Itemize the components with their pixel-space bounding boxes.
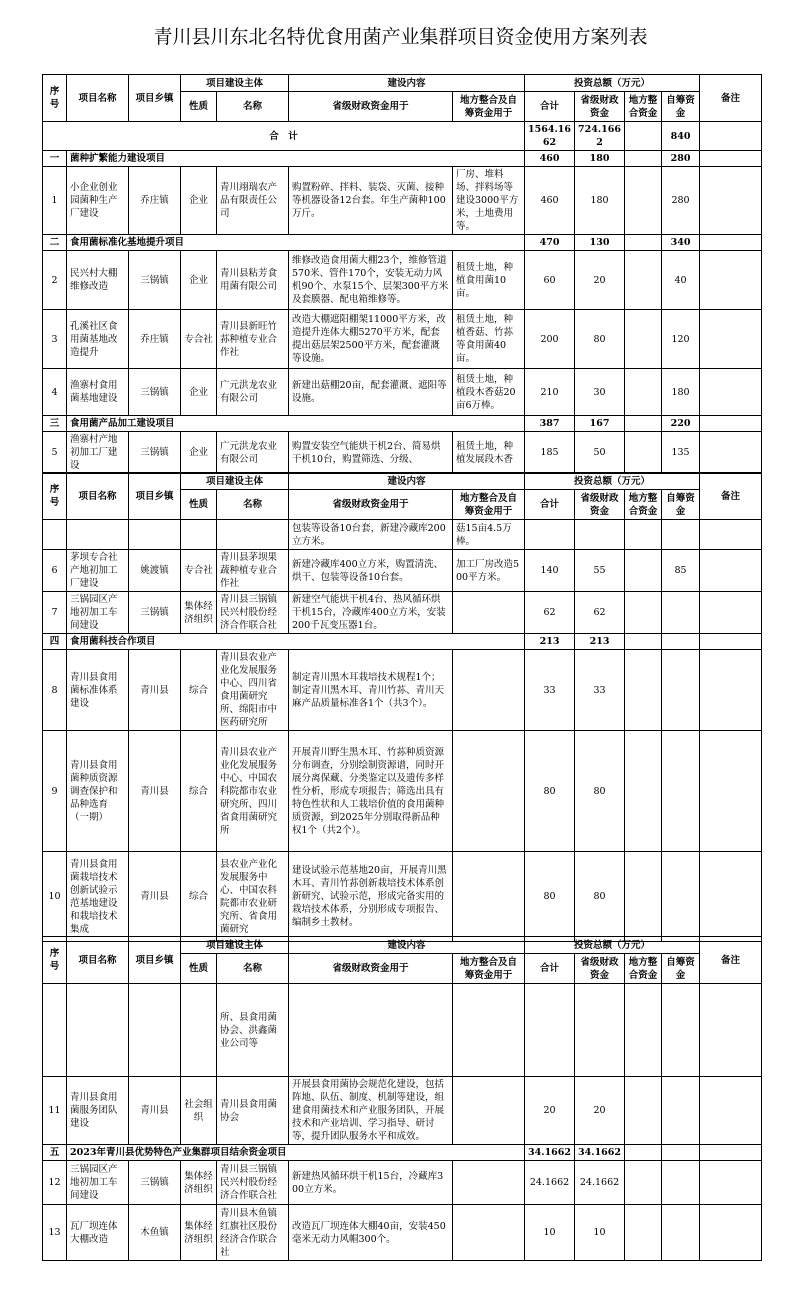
row-entity: 青川县茅坝果蔬种植专业合作社 <box>217 550 289 592</box>
table-row <box>43 1161 762 1205</box>
row-seq: 11 <box>43 1077 67 1145</box>
row-remark <box>700 852 762 942</box>
data-table <box>42 472 762 942</box>
row-entity <box>217 520 289 550</box>
row-seq: 8 <box>43 650 67 731</box>
row-local <box>625 731 662 852</box>
row-self: 135 <box>662 432 700 474</box>
row-remark <box>700 520 762 550</box>
row-local-use <box>453 1161 525 1205</box>
row-remark <box>700 251 762 310</box>
row-local-use: 加工厂房改造500平方米。 <box>453 550 525 592</box>
row-seq: 2 <box>43 251 67 310</box>
header-content: 建设内容 <box>289 937 525 954</box>
row-total: 33 <box>525 650 575 731</box>
row-name: 瓦厂坝连体大棚改造 <box>67 1205 129 1261</box>
row-provincial-use: 新建冷藏库400立方米，购置清洗、烘干、包装等设备10台套。 <box>289 550 453 592</box>
section-remark <box>700 634 762 650</box>
row-local <box>625 852 662 942</box>
data-table <box>42 74 762 474</box>
row-local <box>625 369 662 416</box>
row-seq: 10 <box>43 852 67 942</box>
row-nature: 企业 <box>181 251 217 310</box>
row-local <box>625 310 662 369</box>
row-entity: 青川县木鱼镇红旗社区股份经济合作联合社 <box>217 1205 289 1261</box>
section-self: 220 <box>662 416 700 432</box>
row-seq <box>43 520 67 550</box>
row-local <box>625 167 662 235</box>
section-row <box>43 416 762 432</box>
row-name: 青川县食用菌种质资源调查保护和品种选育（一期） <box>67 731 129 852</box>
row-provincial-use <box>289 984 453 1077</box>
row-seq: 6 <box>43 550 67 592</box>
section-name: 食用菌科技合作项目 <box>67 634 525 650</box>
section-row <box>43 1145 762 1161</box>
section-name: 食用菌产品加工建设项目 <box>67 416 525 432</box>
section-local <box>625 416 662 432</box>
row-town: 三锅镇 <box>129 592 181 634</box>
header-local: 地方整合资金 <box>625 92 662 122</box>
section-remark <box>700 235 762 251</box>
row-nature: 企业 <box>181 167 217 235</box>
row-entity: 所、县食用菌协会、洪鑫菌业公司等 <box>217 984 289 1077</box>
section-local <box>625 634 662 650</box>
row-total: 24.1662 <box>525 1161 575 1205</box>
row-town: 青川县 <box>129 650 181 731</box>
row-remark <box>700 432 762 474</box>
row-provincial: 80 <box>575 731 625 852</box>
grand-total-self: 840 <box>662 122 700 151</box>
row-self <box>662 650 700 731</box>
row-local <box>625 1205 662 1261</box>
section-local <box>625 151 662 167</box>
header-local: 地方整合资金 <box>625 954 662 984</box>
row-town: 三锅镇 <box>129 1161 181 1205</box>
section-name: 菌种扩繁能力建设项目 <box>67 151 525 167</box>
row-total: 140 <box>525 550 575 592</box>
row-remark <box>700 167 762 235</box>
row-local-use: 租赁土地，种植香菇、竹荪等食用菌40亩。 <box>453 310 525 369</box>
section-local <box>625 1145 662 1161</box>
header-self: 自筹资金 <box>662 92 700 122</box>
row-local-use: 租赁土地，种植段木香菇20亩6万棒。 <box>453 369 525 416</box>
row-town: 木鱼镇 <box>129 1205 181 1261</box>
row-provincial: 24.1662 <box>575 1161 625 1205</box>
header-remark: 备注 <box>700 937 762 984</box>
section-num: 一 <box>43 151 67 167</box>
row-provincial-use: 开展县食用菌协会规范化建设，包括阵地、队伍、制度、机制等建设，组建食用菌技术和产业服务团队，开展技术和产业培训、学习指导、研讨等，提升团队服务水平和成效。 <box>289 1077 453 1145</box>
row-provincial-use: 新建空气能烘干机4台、热风循环烘干机15台，冷藏库400立方米，安装200千瓦变压器1台。 <box>289 592 453 634</box>
row-town: 三锅镇 <box>129 251 181 310</box>
header-provincial: 省级财政资金 <box>575 92 625 122</box>
row-entity: 青川县粘芳食用菌有限公司 <box>217 251 289 310</box>
section-num: 四 <box>43 634 67 650</box>
row-seq <box>43 984 67 1077</box>
row-entity: 青川县新旺竹荪种植专业合作社 <box>217 310 289 369</box>
row-entity: 青川县食用菌协会 <box>217 1077 289 1145</box>
row-local <box>625 1161 662 1205</box>
row-remark <box>700 369 762 416</box>
row-provincial <box>575 520 625 550</box>
row-entity: 青川县三锅镇民兴村股份经济合作联合社 <box>217 1161 289 1205</box>
row-local-use <box>453 852 525 942</box>
row-nature: 综合 <box>181 852 217 942</box>
row-remark <box>700 1205 762 1261</box>
section-num: 五 <box>43 1145 67 1161</box>
header-total: 合计 <box>525 92 575 122</box>
section-name: 食用菌标准化基地提升项目 <box>67 235 525 251</box>
row-local-use: 厂房、堆料场、拌料场等建设3000平方米，土地费用等。 <box>453 167 525 235</box>
row-nature: 社会组织 <box>181 1077 217 1145</box>
row-local-use <box>453 650 525 731</box>
section-self <box>662 1145 700 1161</box>
row-self <box>662 984 700 1077</box>
section-provincial: 34.1662 <box>575 1145 625 1161</box>
section-provincial: 167 <box>575 416 625 432</box>
row-local-use <box>453 1205 525 1261</box>
page-title: 青川县川东北名特优食用菌产业集群项目资金使用方案列表 <box>153 26 648 48</box>
row-provincial-use: 包装等设备10台套，新建冷藏库200立方米。 <box>289 520 453 550</box>
header-content: 建设内容 <box>289 75 525 92</box>
table-row <box>43 251 762 310</box>
row-seq: 9 <box>43 731 67 852</box>
header-entity: 项目建设主体 <box>181 937 289 954</box>
row-provincial-use: 制定青川黑木耳栽培技术规程1个；制定青川黑木耳、青川竹荪、青川天麻产品质量标准各1个（共3个）。 <box>289 650 453 731</box>
row-local <box>625 432 662 474</box>
row-entity: 青川县农业产业化发展服务中心、中国农科院都市农业研究所、四川省食用菌研究所 <box>217 731 289 852</box>
row-seq: 7 <box>43 592 67 634</box>
row-town: 青川县 <box>129 852 181 942</box>
section-total: 213 <box>525 634 575 650</box>
row-nature: 企业 <box>181 369 217 416</box>
row-self <box>662 1205 700 1261</box>
row-self: 40 <box>662 251 700 310</box>
header-provincial: 省级财政资金 <box>575 954 625 984</box>
row-seq: 1 <box>43 167 67 235</box>
data-table <box>42 936 762 1261</box>
row-nature: 集体经济组织 <box>181 592 217 634</box>
row-name: 渔寨村产地初加工厂建设 <box>67 432 129 474</box>
row-local-use <box>453 731 525 852</box>
row-town: 青川县 <box>129 1077 181 1145</box>
row-total: 210 <box>525 369 575 416</box>
row-total: 62 <box>525 592 575 634</box>
header-local-use: 地方整合及自筹资金用于 <box>453 92 525 122</box>
row-seq: 3 <box>43 310 67 369</box>
row-provincial-use: 新建出菇棚20亩，配套灌溉、遮阳等设施。 <box>289 369 453 416</box>
row-seq: 4 <box>43 369 67 416</box>
row-nature: 专合社 <box>181 310 217 369</box>
section-row <box>43 151 762 167</box>
row-remark <box>700 1077 762 1145</box>
section-provincial: 213 <box>575 634 625 650</box>
section-total: 387 <box>525 416 575 432</box>
row-town: 三锅镇 <box>129 432 181 474</box>
header-town: 项目乡镇 <box>129 75 181 122</box>
table-row <box>43 731 762 852</box>
row-town <box>129 984 181 1077</box>
row-total: 200 <box>525 310 575 369</box>
row-provincial <box>575 984 625 1077</box>
row-provincial: 10 <box>575 1205 625 1261</box>
row-local <box>625 592 662 634</box>
section-name: 2023年青川县优势特色产业集群项目结余资金项目 <box>67 1145 525 1161</box>
section-self: 280 <box>662 151 700 167</box>
header-entity-name: 名称 <box>217 954 289 984</box>
row-provincial: 62 <box>575 592 625 634</box>
row-provincial: 55 <box>575 550 625 592</box>
row-name: 小企业创业园菌种生产厂建设 <box>67 167 129 235</box>
row-remark <box>700 731 762 852</box>
header-name: 项目名称 <box>67 473 129 520</box>
row-provincial: 80 <box>575 310 625 369</box>
row-total: 10 <box>525 1205 575 1261</box>
header-entity-name: 名称 <box>217 490 289 520</box>
row-name: 青川县食用菌标准体系建设 <box>67 650 129 731</box>
grand-total-remark <box>700 122 762 151</box>
row-name: 青川县食用菌服务团队建设 <box>67 1077 129 1145</box>
row-seq: 5 <box>43 432 67 474</box>
row-remark <box>700 592 762 634</box>
header-invest: 投资总额（万元） <box>525 75 700 92</box>
row-name: 民兴村大棚维修改造 <box>67 251 129 310</box>
section-remark <box>700 151 762 167</box>
row-local-use: 菇15亩4.5万棒。 <box>453 520 525 550</box>
row-local-use: 租赁土地，种植发展段木香 <box>453 432 525 474</box>
row-remark <box>700 1161 762 1205</box>
row-entity: 青川县三锅镇民兴村股份经济合作联合社 <box>217 592 289 634</box>
row-town <box>129 520 181 550</box>
header-invest: 投资总额（万元） <box>525 937 700 954</box>
header-provincial-use: 省级财政资金用于 <box>289 954 453 984</box>
row-provincial: 20 <box>575 1077 625 1145</box>
row-name: 三锅园区产地初加工车间建设 <box>67 1161 129 1205</box>
header-nature: 性质 <box>181 954 217 984</box>
row-self <box>662 852 700 942</box>
row-town: 乔庄镇 <box>129 167 181 235</box>
row-self: 85 <box>662 550 700 592</box>
header-town: 项目乡镇 <box>129 937 181 984</box>
header-name: 项目名称 <box>67 937 129 984</box>
section-num: 二 <box>43 235 67 251</box>
header-provincial: 省级财政资金 <box>575 490 625 520</box>
header-seq: 序号 <box>43 473 67 520</box>
section-provincial: 180 <box>575 151 625 167</box>
row-name: 孔溪社区食用菌基地改造提升 <box>67 310 129 369</box>
row-provincial: 30 <box>575 369 625 416</box>
section-local <box>625 235 662 251</box>
header-total: 合计 <box>525 954 575 984</box>
header-seq: 序号 <box>43 937 67 984</box>
row-total <box>525 520 575 550</box>
header-self: 自筹资金 <box>662 490 700 520</box>
row-remark <box>700 310 762 369</box>
table-row <box>43 520 762 550</box>
row-town: 三锅镇 <box>129 369 181 416</box>
row-local <box>625 251 662 310</box>
row-provincial-use: 开展青川野生黑木耳、竹荪种质资源分布调查，分别绘制资源谱，同时开展分离保藏、分类鉴定以及遗传多样性分析，形成专项报告；筛选出具有特色性状和人工栽培价值的食用菌种质资源，到2025年分别取得新品种权1个（共2个）。 <box>289 731 453 852</box>
row-entity: 广元洪龙农业有限公司 <box>217 369 289 416</box>
row-name: 青川县食用菌栽培技术创新试验示范基地建设和栽培技术集成 <box>67 852 129 942</box>
row-provincial-use: 改造瓦厂坝连体大棚40亩，安装450毫米无动力风帽300个。 <box>289 1205 453 1261</box>
table-segment-2 <box>42 472 762 942</box>
row-local-use: 租赁土地，种植食用菌10亩。 <box>453 251 525 310</box>
row-town: 青川县 <box>129 731 181 852</box>
row-local <box>625 520 662 550</box>
header-town: 项目乡镇 <box>129 473 181 520</box>
table-row <box>43 369 762 416</box>
row-provincial: 20 <box>575 251 625 310</box>
table-row <box>43 310 762 369</box>
table-row <box>43 650 762 731</box>
row-total <box>525 984 575 1077</box>
row-nature: 集体经济组织 <box>181 1205 217 1261</box>
row-nature: 企业 <box>181 432 217 474</box>
table-segment-1 <box>42 74 762 474</box>
table-row <box>43 550 762 592</box>
row-self: 120 <box>662 310 700 369</box>
row-town: 姚渡镇 <box>129 550 181 592</box>
row-provincial: 33 <box>575 650 625 731</box>
table-segment-3 <box>42 936 762 1261</box>
row-nature: 集体经济组织 <box>181 1161 217 1205</box>
header-total: 合计 <box>525 490 575 520</box>
row-name: 茅坝专合社产地初加工厂建设 <box>67 550 129 592</box>
row-remark <box>700 550 762 592</box>
row-provincial: 180 <box>575 167 625 235</box>
row-nature: 综合 <box>181 650 217 731</box>
row-self <box>662 1161 700 1205</box>
row-provincial-use: 新建热风循环烘干机15台，冷藏库300立方米。 <box>289 1161 453 1205</box>
header-row <box>43 75 762 92</box>
header-content: 建设内容 <box>289 473 525 490</box>
row-provincial-use: 建设试验示范基地20亩，开展青川黑木耳、青川竹荪创新栽培技术体系创新研究、试验示范，形成完备实用的栽培技术体系，分别形成专项报告、编制乡土教材。 <box>289 852 453 942</box>
row-total: 460 <box>525 167 575 235</box>
header-row <box>43 937 762 954</box>
row-local <box>625 984 662 1077</box>
header-nature: 性质 <box>181 490 217 520</box>
row-remark <box>700 650 762 731</box>
row-self <box>662 520 700 550</box>
row-entity: 县农业产业化发展服务中心、中国农科院都市农业研究所、省食用菌研究 <box>217 852 289 942</box>
header-name: 项目名称 <box>67 75 129 122</box>
row-self <box>662 592 700 634</box>
section-remark <box>700 416 762 432</box>
header-row <box>43 473 762 490</box>
row-name: 三锅园区产地初加工车间建设 <box>67 592 129 634</box>
row-seq: 12 <box>43 1161 67 1205</box>
row-total: 20 <box>525 1077 575 1145</box>
row-provincial-use: 维修改造食用菌大棚23个，维修管道570米、管件170个，安装无动力风机90个、水泵15个、层架300平方米及套膜器、配电箱维修等。 <box>289 251 453 310</box>
section-total: 34.1662 <box>525 1145 575 1161</box>
table-row <box>43 432 762 474</box>
header-remark: 备注 <box>700 473 762 520</box>
header-self: 自筹资金 <box>662 954 700 984</box>
table-row <box>43 1205 762 1261</box>
grand-total-local <box>625 122 662 151</box>
table-row <box>43 984 762 1077</box>
row-nature: 综合 <box>181 731 217 852</box>
row-provincial: 50 <box>575 432 625 474</box>
table-row <box>43 1077 762 1145</box>
row-total: 60 <box>525 251 575 310</box>
table-row <box>43 592 762 634</box>
row-provincial-use: 改造大棚遮阳棚架11000平方米，改造提升连体大棚5270平方米，配套提出菇层架2500平方米，配套灌溉等设施。 <box>289 310 453 369</box>
section-self: 340 <box>662 235 700 251</box>
table-row <box>43 167 762 235</box>
section-self <box>662 634 700 650</box>
row-provincial-use: 购置安装空气能烘干机2台、简易烘干机10台，购置筛选、分级、 <box>289 432 453 474</box>
header-provincial-use: 省级财政资金用于 <box>289 490 453 520</box>
row-nature: 专合社 <box>181 550 217 592</box>
section-total: 460 <box>525 151 575 167</box>
section-provincial: 130 <box>575 235 625 251</box>
row-nature <box>181 520 217 550</box>
row-remark <box>700 984 762 1077</box>
row-total: 185 <box>525 432 575 474</box>
row-provincial-use: 购置粉碎、拌料、装袋、灭菌、接种等机器设备12台套。年生产菌种100万斤。 <box>289 167 453 235</box>
row-name <box>67 984 129 1077</box>
header-invest: 投资总额（万元） <box>525 473 700 490</box>
row-provincial: 80 <box>575 852 625 942</box>
grand-total-label: 合 计 <box>43 122 525 151</box>
row-entity: 广元洪龙农业有限公司 <box>217 432 289 474</box>
row-self: 280 <box>662 167 700 235</box>
header-nature: 性质 <box>181 92 217 122</box>
row-self: 180 <box>662 369 700 416</box>
section-total: 470 <box>525 235 575 251</box>
row-nature <box>181 984 217 1077</box>
row-name: 渔寨村食用菌基地建设 <box>67 369 129 416</box>
row-self <box>662 1077 700 1145</box>
row-seq: 13 <box>43 1205 67 1261</box>
header-remark: 备注 <box>700 75 762 122</box>
section-row <box>43 634 762 650</box>
grand-total-row <box>43 122 762 151</box>
row-self <box>662 731 700 852</box>
header-local-use: 地方整合及自筹资金用于 <box>453 490 525 520</box>
header-entity: 项目建设主体 <box>181 473 289 490</box>
row-entity: 青川翊瑞农产品有限责任公司 <box>217 167 289 235</box>
row-entity: 青川县农业产业化发展服务中心、四川省食用菌研究所、绵阳市中医药研究所 <box>217 650 289 731</box>
header-local: 地方整合资金 <box>625 490 662 520</box>
table-row <box>43 852 762 942</box>
grand-total-total: 1564.1662 <box>525 122 575 151</box>
header-entity-name: 名称 <box>217 92 289 122</box>
row-local <box>625 550 662 592</box>
section-remark <box>700 1145 762 1161</box>
header-local-use: 地方整合及自筹资金用于 <box>453 954 525 984</box>
header-seq: 序号 <box>43 75 67 122</box>
row-total: 80 <box>525 852 575 942</box>
header-entity: 项目建设主体 <box>181 75 289 92</box>
section-num: 三 <box>43 416 67 432</box>
row-town: 乔庄镇 <box>129 310 181 369</box>
row-local <box>625 1077 662 1145</box>
row-name <box>67 520 129 550</box>
row-local-use <box>453 984 525 1077</box>
grand-total-provincial: 724.1662 <box>575 122 625 151</box>
row-total: 80 <box>525 731 575 852</box>
row-local-use <box>453 592 525 634</box>
section-row <box>43 235 762 251</box>
row-local <box>625 650 662 731</box>
row-local-use <box>453 1077 525 1145</box>
header-provincial-use: 省级财政资金用于 <box>289 92 453 122</box>
